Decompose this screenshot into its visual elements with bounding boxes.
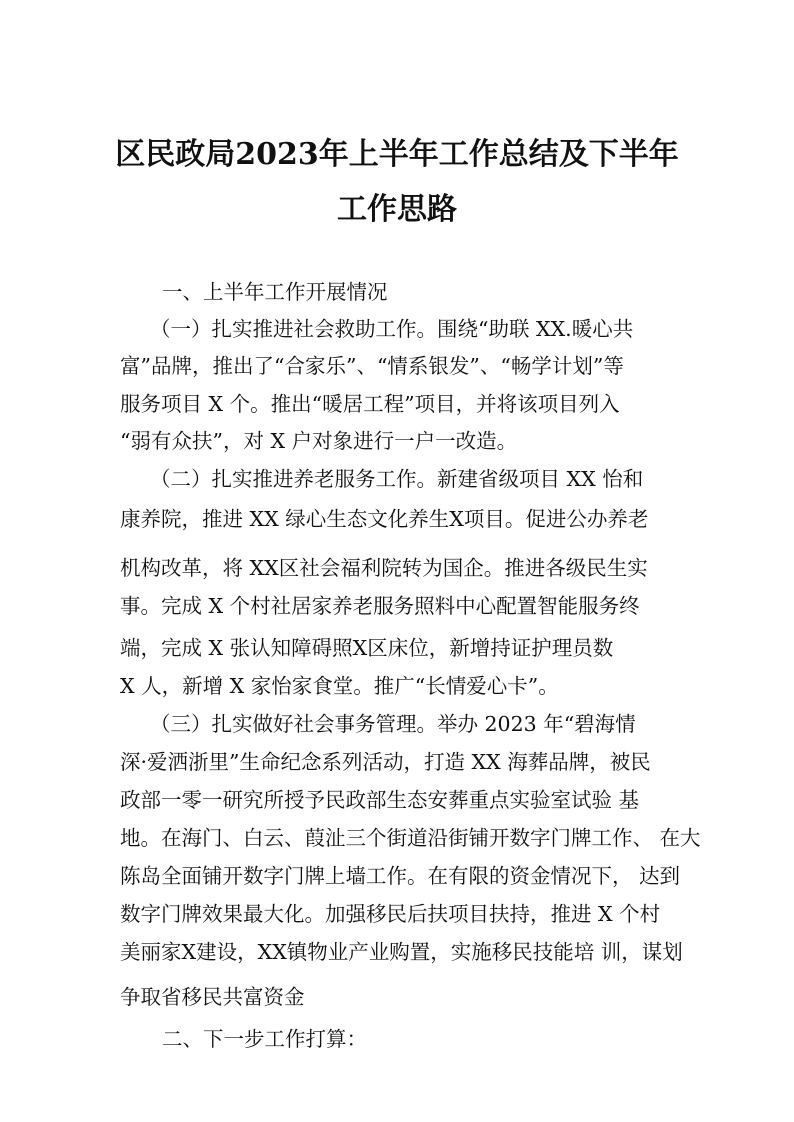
paragraph-line: 端，完成 X 张认知障碍照X区床位，新增持证护理员数 [120,636,614,660]
paragraph-line: 数字门牌效果最大化。加强移民后扶项目扶持，推进 X 个村 [120,902,661,926]
document-title-line-1: 区民政局2023年上半年工作总结及下半年 [115,137,679,172]
paragraph-line: 政部一零一研究所授予民政部生态安葬重点实验室试验 基 [120,788,640,812]
paragraph-line: （二）扎实推进养老服务工作。新建省级项目 XX 怡和 [150,467,644,491]
paragraph-line: “弱有众扶”，对 X 户对象进行一户一改造。 [120,429,518,453]
paragraph-line: 富”品牌，推出了“合家乐”、“情系银发”、“畅学计划”等 [120,354,624,378]
paragraph-line: 服务项目 X 个。推出“暖居工程”项目，并将该项目列入 [120,392,620,416]
paragraph-line: 事。完成 X 个村社居家养老服务照料中心配置智能服务终 [120,594,640,618]
paragraph-line: （一）扎实推进社会救助工作。围绕“助联 XX.暖心共 [150,317,634,341]
paragraph-line: 机构改革，将 XX区社会福利院转为国企。推进各级民生实 [120,556,648,580]
paragraph-line: 陈岛全面铺开数字门牌上墙工作。在有限的资金情况下， 达到 [120,864,681,888]
paragraph-line: （三）扎实做好社会事务管理。举办 2023 年“碧海情 [150,712,636,736]
paragraph-line: 美丽家X建设，XX镇物业产业购置，实施移民技能培 训，谋划 [120,940,683,964]
paragraph-line: 深·爱洒浙里”生命纪念系列活动，打造 XX 海葬品牌，被民 [120,750,651,774]
paragraph-line: 康养院，推进 XX 绿心生态文化养生X项目。促进公办养老 [120,507,649,531]
paragraph-line: X 人，新增 X 家怡家食堂。推广“长情爱心卡”。 [120,674,559,698]
paragraph-line: 争取省移民共富资金 [120,985,305,1009]
heading-section-2: 二、下一步工作打算： [162,1027,367,1051]
document-title-line-2: 工作思路 [337,192,457,227]
paragraph-line: 地。在海门、白云、葭沚三个街道沿街铺开数字门牌工作、 在大 [120,826,701,850]
heading-section-1: 一、上半年工作开展情况 [162,280,388,304]
